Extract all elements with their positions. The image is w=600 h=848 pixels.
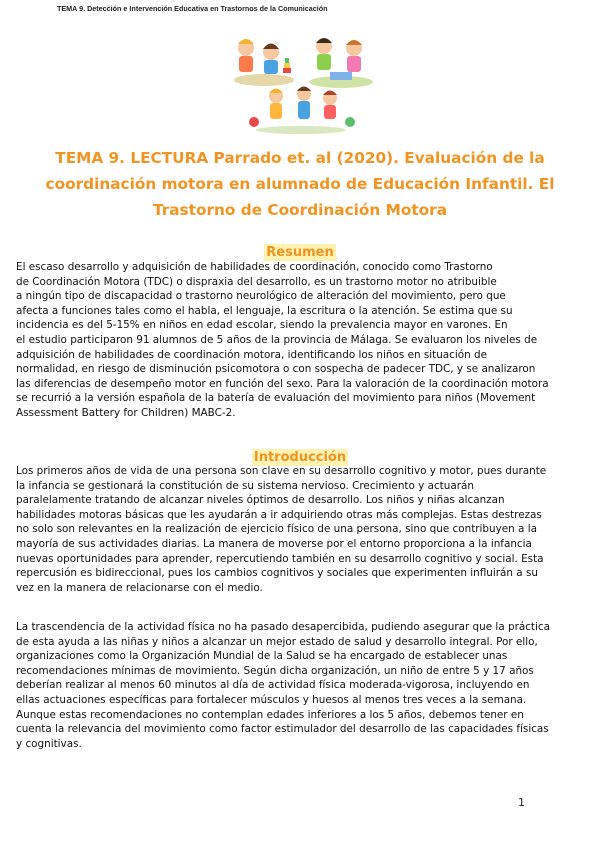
page-number: 1 <box>518 796 525 809</box>
resumen-paragraph <box>16 260 588 421</box>
text-line: las diferencias de desempeño motor en función del sexo. Para la valoración de la coordinación motora <box>16 377 549 390</box>
text-line: deberían realizar al menos 60 minutos al día de actividad física moderada-vigorosa, incluyendo en <box>16 679 530 692</box>
text-line: Assessment Battery for Children) MABC-2. <box>16 406 236 419</box>
text-line: de Coordinación Motora (TDC) o dispraxia del desarrollo, es un trastorno motor no atribuible <box>16 275 497 288</box>
text-line: el estudio participaron 91 alumnos de 5 años de la provincia de Málaga. Se evaluaron los niveles de <box>16 333 538 346</box>
text-line: a ningún tipo de discapacidad o trastorno neurológico de alteración del movimiento, pero que <box>16 290 506 303</box>
document-title <box>14 145 586 223</box>
text-line: no solo son relevantes en la realización de ejercicio físico de una persona, sino que contribuyen a la <box>16 523 537 536</box>
text-line: ellas actuaciones específicas para fortalecer músculos y huesos al menos tres veces a la semana. <box>16 693 527 706</box>
text-line: afecta a funciones tales como el habla, el lenguaje, la escritura o la atención. Se estima que su <box>16 304 513 317</box>
text-line: la infancia se gestionará la constitución de su sistema nervioso. Crecimiento y actuarán <box>16 479 474 492</box>
text-line: organizaciones como la Organización Mundial de la Salud se ha encargado de establecer unas <box>16 650 508 663</box>
text-line: repercusión es bidireccional, pues los cambios cognitivos y sociales que experimenten influirán a su <box>16 567 538 580</box>
text-line: El escaso desarrollo y adquisición de habilidades de coordinación, conocido como Trastorno <box>16 261 493 273</box>
text-line: habilidades motoras básicas que les ayudarán a ir adquiriendo otras más complejas. Estas destrezas <box>16 508 542 521</box>
text-line: Aunque estas recomendaciones no contemplan edades inferiores a los 5 años, debemos tener en <box>16 708 524 721</box>
text-line: de esta ayuda a las niñas y niños a alcanzar un mejor estado de salud y desarrollo integral. Por ello, <box>16 635 538 648</box>
text-line: adquisición de habilidades de coordinación motora, identificando los niños en situación de <box>16 348 488 361</box>
resumen-heading: Resumen <box>266 245 334 260</box>
text-line: mayoría de sus actividades diarias. La manera de moverse por el entorno proporciona a la infancia <box>16 537 532 550</box>
title-line: TEMA 9. LECTURA Parrado et. al (2020). Evaluación de la <box>55 149 545 167</box>
text-line: se recurrió a la versión española de la batería de evaluación del movimiento para niños (Movement <box>16 392 536 405</box>
title-line: Trastorno de Coordinación Motora <box>152 201 448 219</box>
text-line: recomendaciones mínimas de movimiento. Según dicha organización, un niño de entre 5 y 17 años <box>16 664 534 677</box>
text-line: vez en la manera de relacionarse con el medio. <box>16 581 263 594</box>
text-line: normalidad, en riesgo de disminución psicomotora o con sospecha de padecer TDC, y se analizaron <box>16 363 536 376</box>
text-line: nuevas oportunidades para aprender, repercutiendo también en su desarrollo cognitivo y social. Esta <box>16 552 544 565</box>
text-line: y cognitivas. <box>16 737 82 750</box>
children-playing-illustration <box>226 30 376 134</box>
text-line: cuenta la relevancia del movimiento como factor estimulador del desarrollo de las capacidades físicas <box>16 723 549 736</box>
introduccion-paragraph-2 <box>16 620 588 751</box>
text-line: Los primeros años de vida de una persona son clave en su desarrollo cognitivo y motor, pues durante <box>16 465 547 477</box>
introduccion-paragraph-1 <box>16 464 588 595</box>
text-line: paralelamente tratando de alcanzar niveles óptimos de desarrollo. Los niños y niñas alcanzan <box>16 494 505 507</box>
text-line: La trascendencia de la actividad física no ha pasado desapercibida, pudiendo asegurar que la práctica <box>16 621 550 633</box>
title-line: coordinación motora en alumnado de Educación Infantil. El <box>45 175 555 193</box>
introduccion-heading: Introducción <box>253 450 347 465</box>
running-header: TEMA 9. Detección e Intervención Educativa en Trastornos de la Comunicación <box>57 4 328 13</box>
text-line: incidencia es del 5-15% en niños en edad escolar, siendo la prevalencia mayor en varones. En <box>16 319 508 332</box>
